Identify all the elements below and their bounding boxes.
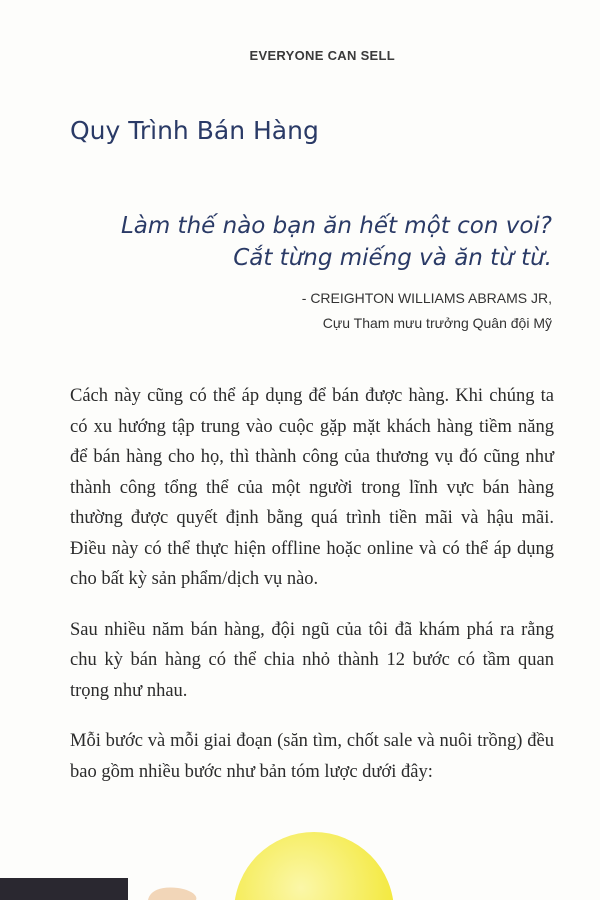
paragraph-1: Cách này cũng có thể áp dụng để bán được hàng. Khi chúng ta có xu hướng tập trung vào cuộc gặp mặt khách hàng tiềm năng để bán hàng cho họ, thì thành công của thương vụ đó cũng như thành công tổng thể của một người trong lĩnh vực bán hàng thường được quyết định bằng quá trình tiền mãi và hậu mãi. Điều này có thể thực hiện offline hoặc online và có thể áp dụng cho bất kỳ sản phẩm/dịch vụ nào. bbox=[70, 386, 554, 589]
body-text bbox=[70, 381, 554, 807]
epigraph bbox=[80, 210, 552, 336]
dark-block-shape bbox=[0, 878, 128, 900]
epigraph-author-role: Cựu Tham mưu trưởng Quân đội Mỹ bbox=[322, 315, 552, 331]
bulb-icon bbox=[234, 832, 394, 900]
chapter-title: Quy Trình Bán Hàng bbox=[70, 116, 319, 145]
lightbulb-illustration bbox=[0, 820, 600, 900]
paragraph-3: Mỗi bước và mỗi giai đoạn (săn tìm, chốt sale và nuôi trồng) đều bao gồm nhiều bước như bản tóm lược dưới đây: bbox=[70, 731, 554, 782]
epigraph-quote-line-2: Cắt từng miếng và ăn từ từ. bbox=[233, 245, 552, 271]
paragraph-2: Sau nhiều năm bán hàng, đội ngũ của tôi đã khám phá ra rằng chu kỳ bán hàng có thể chia nhỏ thành 12 bước có tầm quan trọng như nhau. bbox=[70, 619, 554, 701]
epigraph-author: - CREIGHTON WILLIAMS ABRAMS JR, bbox=[301, 290, 552, 306]
running-header: EVERYONE CAN SELL bbox=[249, 48, 395, 63]
epigraph-quote-line-1: Làm thế nào bạn ăn hết một con voi? bbox=[120, 213, 552, 239]
hand-shape bbox=[148, 888, 196, 900]
